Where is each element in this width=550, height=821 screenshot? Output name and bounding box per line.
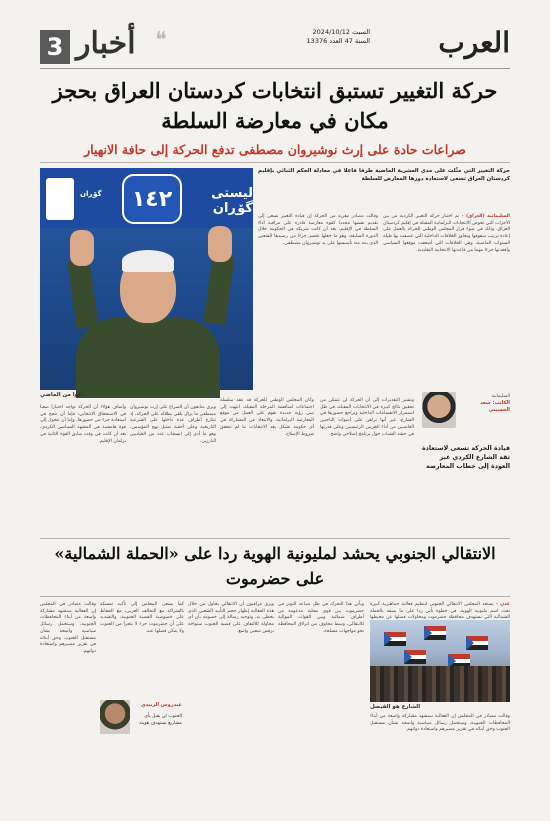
flag xyxy=(466,636,488,650)
article2-body-column: وقالت مصادر في المجلس إن الفعالية ستشهد مشاركة واسعة من أبناء المحافظات الجنوبية، وستحمل رسائل سياسية واضحة بشأن مستقبل الجنوب وحق أبنائه في تقرير مصيرهم واستعادة دولتهم. xyxy=(40,602,96,654)
article2-body-column: وقالت مصادر في المجلس إن الفعالية ستشهد مشاركة واسعة من أبناء المحافظات الجنوبية، وستحمل رسائل سياسية واضحة بشأن مستقبل الجنوب وحق أبنائه في تقرير مصيرهم واستعادة دولتهم. xyxy=(370,714,510,733)
masthead-divider xyxy=(40,68,510,69)
person-hair xyxy=(122,250,174,272)
speaker-name: عيدروس الزبيدي xyxy=(140,702,182,708)
person-arm xyxy=(203,255,234,325)
article2-photo-caption: الشارع هو الفيصل xyxy=(370,704,421,710)
body-text: تم اختيار حركة التغيير الكردية من بين الأحزاب التي تخوض الانتخابات البرلمانية المقبلة في إقليم كردستان العراق، وذلك في ضوء قرار المجلس الوطني للحركة بالعمل على إعادة ترتيب صفوفها وتجاوز الخلافات الداخلية التي عصفت بها طيلة السنوات الماضية، وهي الخلافات التي أضعفت موقعها السياسي وأفقدتها جزءا مهما من قاعدتها الانتخابية التقليدية. xyxy=(383,214,510,253)
newspaper-logo: العرب xyxy=(438,26,510,59)
author-box xyxy=(420,380,510,440)
article2-headline: الانتقالي الجنوبي يحشد لمليونية الهوية ردا على «الحملة الشمالية» على حضرموت xyxy=(54,544,496,588)
article1-photo xyxy=(40,168,253,390)
article1-body-column: وتشير التقديرات إلى أن الحركة لن تتمكن من تحقيق نتائج كبيرة في الانتخابات المقبلة، في ظل استمرار الانقسامات الداخلية وتراجع حضورها في الشارع، غير أنها تراهن على أصوات الناخبين الغاضبين من أداء الحزبين الرئيسيين وعلى قدرتها في حشد الشباب حول برنامج إصلاحي واضح. xyxy=(320,398,414,437)
headline-divider xyxy=(40,162,510,163)
article2-body-column: كما يسعى المجلس إلى تأكيد تمسكه بالشراكة مع التحالف العربي، مع الحفاظ على خصوصية القضية الجنوبية، والتشديد على أن حضرموت جزء لا يتجزأ من الجنوب ولا يمكن فصلها عنه. xyxy=(100,602,184,634)
speaker-quote: الجنوب لن يقبل بأي مشاريع تستهدف هويته xyxy=(139,714,182,726)
article1-body-column: وكان المجلس الوطني للحركة قد عقد سلسلة اجتماعات لمناقشة المرحلة المقبلة، انتهت إلى تبني رؤية جديدة تقوم على العمل من موقع المعارضة البرلمانية، والابتعاد عن المشاركة في أي حكومة تشكل بعد الانتخابات ما لم تتحقق شروط الإصلاح. xyxy=(220,398,314,437)
author-photo xyxy=(422,392,456,428)
party-logo-label: گۆڕان xyxy=(80,190,102,198)
article1-subheadline: صراعات حادة على إرث نوشيروان مصطفى تدفع الحركة إلى حافة الانهيار xyxy=(84,142,466,157)
author-city: السليمانية xyxy=(491,394,510,399)
headline-divider xyxy=(40,596,510,597)
article2-photo xyxy=(370,620,510,702)
page-number: 3 xyxy=(40,30,70,64)
issue-number: السنة 47 العدد 13376 xyxy=(306,37,370,45)
quote-box xyxy=(100,698,182,742)
party-logo xyxy=(46,178,74,220)
dateline-label: عدن - xyxy=(495,602,511,607)
person-body xyxy=(76,318,220,398)
raised-hand xyxy=(70,230,94,266)
body-text: يستعد المجلس الانتقالي الجنوبي لتنظيم فعالية جماهيرية كبيرة تحت اسم مليونية الهوية، في خطوة تأتي ردا على ما يصفه بالحملة الشمالية التي تستهدف محافظة حضرموت ومحاولات فصلها عن محيطها xyxy=(370,602,510,621)
pull-quote: قيادة الحركة تسعى لاستعادة ثقة الشارع الكردي عبر العودة إلى خطاب المعارضة xyxy=(421,445,510,470)
article2-body-column: ويأتي هذا التحرك في ظل تصاعد التوتر في حضرموت بين قوى محلية مدعومة من أطراف شمالية وبين القوات الموالية للانتقالي، وسط مخاوف من انزلاق المحافظة نحو مواجهات مسلحة. xyxy=(278,602,364,634)
flag xyxy=(404,650,426,664)
person-arm xyxy=(67,259,98,329)
article1-body-column: ويرى متابعون أن الصراع على إرث نوشيروان مصطفى ما يزال يلقي بظلاله على الحركة، إذ تتنازع أطراف عدة داخلها على الشرعية التاريخية وعلى أحقية تمثيل نهج المؤسس، وهو ما أدى إلى انسحاب عدد من القياديين البارزين. xyxy=(130,405,216,444)
raised-hand xyxy=(208,226,232,262)
issue-date: السبت 2024/10/12 xyxy=(312,28,370,36)
list-label: ليستی گۆڕان xyxy=(211,186,253,216)
article-divider xyxy=(40,538,510,539)
article1-intro: حركة التغيير التي مثّلت على مدى العشرية الماضية طرفا فاعلا في معادلة الحكم الثنائي بإقليم كردستان العراق تسعى لاستعادة دورها المعارض للسلطة xyxy=(258,168,510,182)
issue-dateline xyxy=(307,28,370,46)
article1-body-column: وأضاف هؤلاء أن الحركة تواجه اختبارا صعبا في الاستحقاق الانتخابي، فإما أن تنجح في استعادة جزء من حضورها، وإما أن تتحول إلى قوة هامشية في المشهد السياسي الكردي، بعد أن كانت في وقت سابق القوة الثانية في برلمان الإقليم. xyxy=(40,405,126,444)
article2-body-column: ويرى مراقبون أن الانتقالي يحاول من خلال هذه الفعالية إظهار حجم التأييد الشعبي الذي يحظى به، وتوجيه رسالة إلى خصومه بأن أي محاولة للالتفاف على قضية الجنوب ستواجه برفض شعبي واسع. xyxy=(188,602,274,634)
article2-lead xyxy=(370,602,511,621)
section-title: أخبار xyxy=(76,26,136,61)
crowd xyxy=(370,666,510,702)
speaker-photo xyxy=(100,700,130,734)
flag xyxy=(424,626,446,640)
article1-photo-caption: كلوا من الماضي xyxy=(40,392,84,398)
list-number-badge: ١٤٢ xyxy=(122,174,182,224)
speech-bubble-icon: ❝ xyxy=(155,28,167,53)
article1-body-column xyxy=(383,214,510,362)
author-name: الكاتب: سعد الحسيني xyxy=(480,400,510,413)
flag xyxy=(384,632,406,646)
article1-body-column: وقالت مصادر مقربة من الحركة إن قيادة التغيير تسعى إلى تقديم نفسها مجددا كقوة معارضة قادرة على مراقبة أداء السلطة في الإقليم، بعد أن كانت شريكة في الحكومة خلال الدورة السابقة، وهو ما جعلها تخسر جزءا من رصيدها الشعبي الذي بنته منذ تأسيسها على يد نوشيروان مصطفى. xyxy=(258,214,378,246)
article1-headline: حركة التغيير تستبق انتخابات كردستان العراق بحجز مكان في معارضة السلطة xyxy=(52,78,498,133)
dateline-label: السليمانية (العراق) - xyxy=(461,214,510,219)
